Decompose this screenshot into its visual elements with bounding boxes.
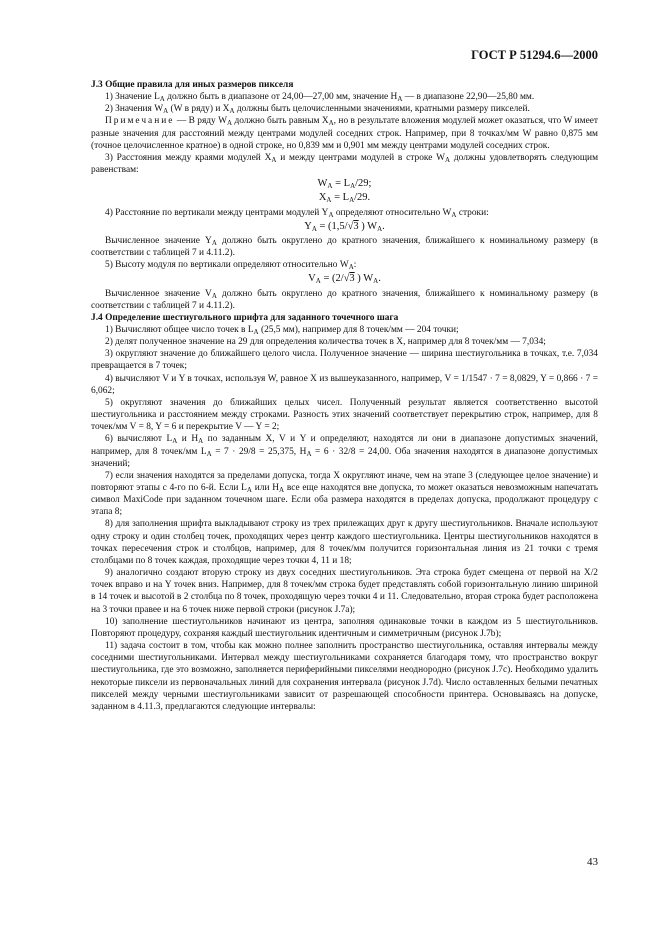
paragraph: 4) Расстояние по вертикали между центрами модулей $Y_A$ определяют относительно $W_A$ строки: [105,207,489,219]
paragraph: 8) для заполнения шрифта выкладывают строку из трех прилежащих друг к другу шестиугольников. Вначале используют одну строку и один столбец точек, проходящих через центр каждого шестиугольника. Центры шестиугольников находятся в точках пересечения строк и столбцов, например, для 8 точек/мм получится горизонтальная линия из 21 точки с тремя столбцами по 8 точек каждая, проходящие через точки 4, 11 и 18; [91,519,598,566]
paragraph: 3) Расстояния между краями модулей $X_A$ и между центрами модулей в строке $W_A$ должны удовлетворять следующим равенствам: [91,152,598,176]
paragraph: Примечание — В ряду $W_A$ должно быть равным $X_A$, но в результате вложения модулей может оказаться, что W имеет разные значения для расстояний между центрами модулей соседних строк. Например, при 8 точках/мм W равно 0,875 мм (точное целочисленное кратное) в одной строке, но 0,839 мм и 0,901 мм между центрами модулей соседних строк. [91,116,598,151]
document-body [91,79,598,713]
paragraph: 11) задача состоит в том, чтобы как можно полнее заполнить пространство шестиугольника, оставляя интервалы между соседними шестиугольниками. Интервал между шестиугольниками сохраняется благодаря тому, что пространство вокруг шестиугольника, где это возможно, заполняется периферийными пикселями неоднородно (рисунок J.7с). Необходимо удалить некоторые пиксели из первоначальных линий для сохранения интервала (рисунок J.7d). Число оставленных белыми печатных пикселей между черными шестиугольниками зависит от разрешающей способности принтера. Основываясь на допуске, заданном в 4.11.3, предлагаются следующие интервалы: [91,641,598,712]
formula: $V_A = (2/√3$ ) $W_A$. [308,273,381,286]
paragraph: 6) вычисляют $L_A$ и $H_A$ по заданным X, V и Y и определяют, находятся ли они в диапазоне допустимых значений, например, для 8 точек/мм $L_A = 7 \cdot 29/8 = 25,375$, $H_A = 6 \cdot 32/8 = 24,00$. Оба значения находятся в диапазоне допустимых значений; [91,434,598,469]
section-heading: J.3 Общие правила для иных размеров пикселя [91,80,294,90]
paragraph: Вычисленное значение $V_A$ должно быть округлено до кратного значения, ближайшего к номинальному размеру (в соответствии с таблицей 7 и 4.11.2). [91,288,598,311]
paragraph: 2) делят полученное значение на 29 для определения количества точек в X, например для 8 точек/мм — 7,034; [105,337,546,348]
paragraph: 5) округляют значения до ближайших целых чисел. Полученный результат является соответственно высотой шестиугольника и расстоянием между строками. Разность этих значений соответствует перекрытию строк, например, для 8 точек/мм V = 8, Y = 6 и перекрытие V — Y = 2; [91,397,598,433]
paragraph: 1) Вычисляют общее число точек в $L_A$ (25,5 мм), например для 8 точек/мм — 204 точки; [105,324,459,336]
page-number: 43 [587,856,598,868]
formula: $Y_A = (1,5/√3$ ) $W_A$. [304,220,385,233]
paragraph: 1) Значение $L_A$ должно быть в диапазоне от 24,00—27,00 мм, значение $Н_A$ — в диапазоне 22,90—25,80 мм. [105,92,535,104]
paragraph: 5) Высоту модуля по вертикали определяют относительно $W_A$: [105,260,357,272]
paragraph: Вычисленное значение $Y_A$ должно быть округлено до кратного значения, ближайшего к номинальному размеру (в соответствии с таблицей 7 и 4.11.2). [91,235,598,259]
section-heading: J.4 Определение шестиугольного шрифта для заданного точечного шага [91,312,399,323]
formula: $W_A = L_A/29$; [317,178,372,191]
paragraph: 10) заполнение шестиугольников начинают из центра, заполняя одинаковые точки в каждом из 5 шестиугольников. Повторяют процедуру, сохраняя каждый шестиугольник идентичным и симметричным (рисунок J.7b); [91,616,598,639]
paragraph: 2) Значения $W_A$ (W в ряду) и $X_A$ должны быть целочисленными значениями, кратными размеру пикселей. [105,104,530,116]
paragraph: 3) округляют значение до ближайшего целого числа. Полученное значение — ширина шестиугольника в точках, т.е. 7,034 превращается в 7 точек; [91,349,598,372]
formula: $X_A = L_A/29$. [318,192,371,205]
paragraph: 9) аналогично создают вторую строку из двух соседних шестиугольников. Эта строка будет смещена от первой на X/2 точек вправо и на Y точек вниз. Например, для 8 точек/мм строка будет представлять собой горизонтальную линию шириной в 14 точек и высотой в 2 столбца по 8 точек, проходящую через точки 4 и 11. Следовательно, вторая строка будет расположена на 3 точки правее и на 6 точек ниже первой строки (рисунок J.7а); [91,568,598,615]
paragraph: 4) вычисляют V и Y в точках, используя W, равное X из вышеуказанного, например, V = 1/1547 · 7 = 8,0829, Y = 0,866 · 7 = 6,062; [91,373,598,396]
paragraph: 7) если значения находятся за пределами допуска, тогда X округляют иначе, чем на этапе 3 (следующее целое значение) и повторяют этапы с 4-го по 6-й. Если $L_A$ или $H_A$ все еще находятся вне допуска, то может оказаться невозможным напечатать символ MaxiCode при заданном точечном шаге. Если оба размера находятся в пределах допуска, продолжают процедуру с этапа 8; [91,470,599,518]
document-header: ГОСТ Р 51294.6—2000 [471,48,598,62]
